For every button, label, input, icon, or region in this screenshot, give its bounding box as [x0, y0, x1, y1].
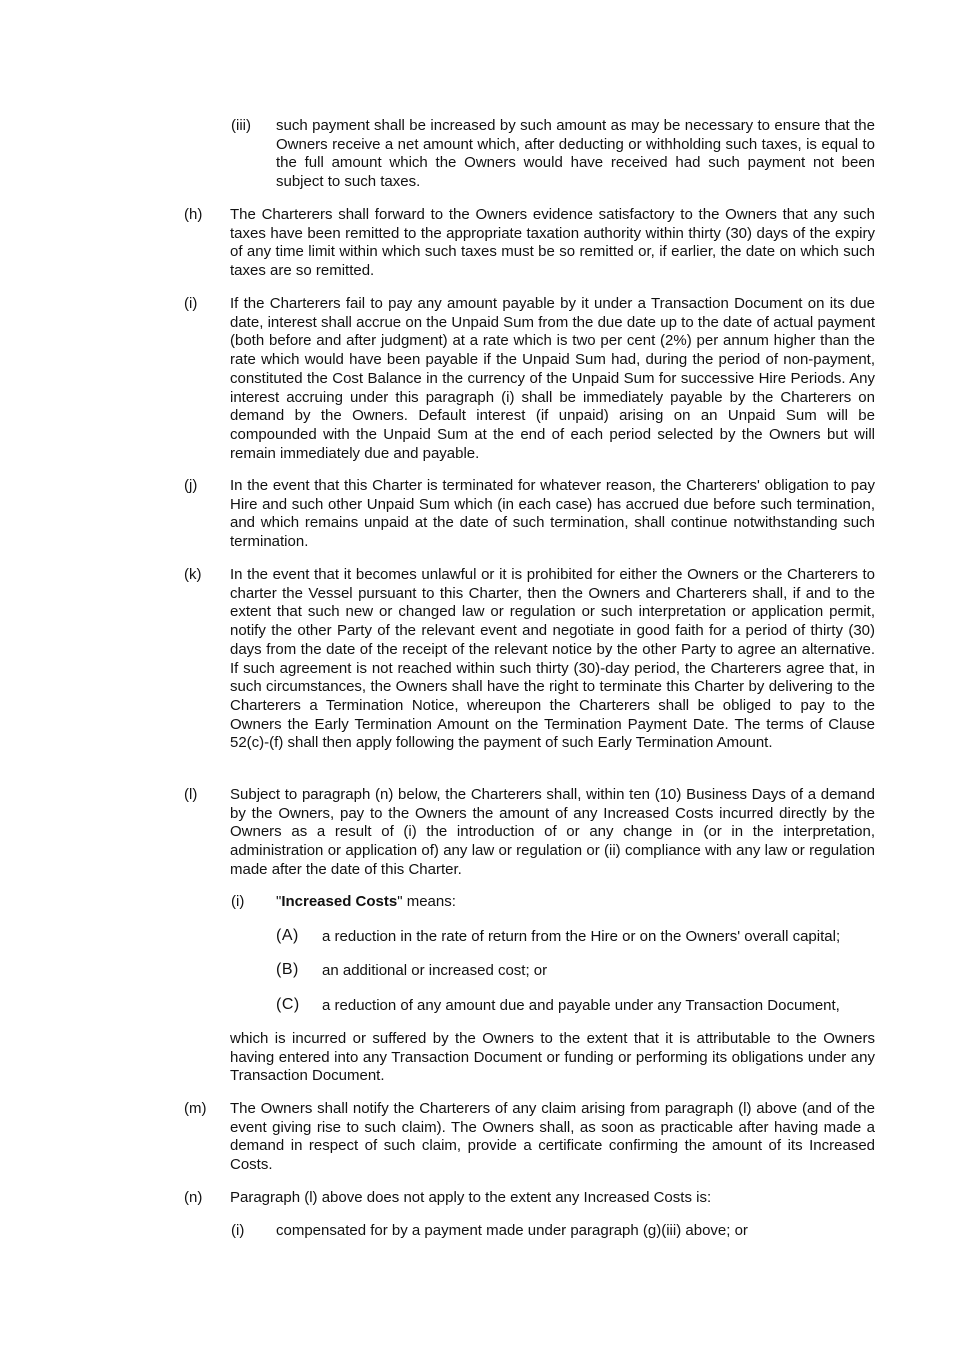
clause-l-tail-text: which is incurred or suffered by the Owners to the extent that it is attributable to the Owners having entered into any Transaction Document or funding or performing its obligations under any Transaction Document. [230, 1030, 875, 1085]
clause-label-l-A: (A) [276, 927, 299, 944]
clause-l-B-text: an additional or increased cost; or [322, 962, 548, 979]
clause-label-l-C: (C) [276, 996, 300, 1013]
clause-n-i-text: compensated for by a payment made under paragraph (g)(iii) above; or [276, 1222, 748, 1239]
clause-label-h: (h) [184, 206, 203, 223]
clause-label-g-iii: (iii) [231, 117, 251, 134]
clause-k-text: In the event that it becomes unlawful or it is prohibited for either the Owners or the Charterers to charter the Vessel pursuant to this Charter, then the Owners and Charterers shall, if and to the extent that such new or changed law or regulation or such interpretation or application permit, notify the other Party of the relevant event and negotiate in good faith for a period of thirty (30) days from the date of the receipt of the relevant notice by the other Party to agree an alternative. If such agreement is not reached within such thirty (30)-day period, the Charterers agree that, in such circumstances, the Owners shall have the right to terminate this Charter by delivering to the Charterers a Termination Notice, whereupon the Charterers shall be obliged to pay to the Owners the Early Termination Amount on the Termination Payment Date. The terms of Clause 52(c)-(f) shall then apply following the payment of such Early Termination Amount. [230, 566, 875, 752]
clause-i-text: If the Charterers fail to pay any amount payable by it under a Transaction Document on its due date, interest shall accrue on the Unpaid Sum from the due date up to the date of actual payment (both before and after judgment) at a rate which is two per cent (2%) per annum higher than the rate which would have been payable if the Unpaid Sum had, during the period of non-payment, constituted the Cost Balance in the currency of the Unpaid Sum for successive Hire Periods. Any interest accruing under this paragraph (i) shall be immediately payable by the Charterers on demand by the Owners. Default interest (if unpaid) arising on an Unpaid Sum will be compounded with the Unpaid Sum at the end of each period selected by the Owners but will remain immediately due and payable. [230, 295, 875, 462]
clause-label-i: (i) [184, 295, 198, 312]
clause-m-text: The Owners shall notify the Charterers of any claim arising from paragraph (l) above (and of the event giving rise to such claim). The Owners shall, as soon as practicable after having made a demand in respect of such claim, provide a certificate confirming the amount of its Increased Costs. [230, 1100, 875, 1174]
clause-label-m: (m) [184, 1100, 207, 1117]
clause-h-text: The Charterers shall forward to the Owners evidence satisfactory to the Owners that any such taxes have been remitted to the appropriate taxation authority within thirty (30) days of the expiry of any time limit within which such taxes must be so remitted or, if earlier, the date on which such taxes are so remitted. [230, 206, 875, 280]
clause-j-text: In the event that this Charter is terminated for whatever reason, the Charterers' obligation to pay Hire and such other Unpaid Sum which (in each case) has accrued due before such termination, and which remains unpaid at the date of such termination, shall continue notwithstanding such termination. [230, 477, 875, 551]
clause-l-C-text: a reduction of any amount due and payable under any Transaction Document, [322, 997, 840, 1014]
clause-l-text: Subject to paragraph (n) below, the Charterers shall, within ten (10) Business Days of a demand by the Owners, pay to the Owners the amount of any Increased Costs incurred directly by the Owners as a result of (i) the introduction of or any change in (or in the interpretation, administration or application of) any law or regulation or (ii) compliance with any law or regulation made after the date of this Charter. [230, 786, 875, 878]
clause-label-n: (n) [184, 1189, 203, 1206]
clause-label-l: (l) [184, 786, 198, 803]
clause-g-iii-text: such payment shall be increased by such amount as may be necessary to ensure that the Owners receive a net amount which, after deducting or withholding such taxes, is equal to the full amount which the Owners would have received had such payment not been subject to such taxes. [276, 117, 875, 191]
clause-l-A-text: a reduction in the rate of return from the Hire or on the Owners' overall capital; [322, 928, 841, 945]
clause-label-l-i: (i) [231, 893, 245, 910]
clause-label-n-i: (i) [231, 1222, 245, 1239]
definition-increased-costs: "Increased Costs" means: [276, 893, 456, 910]
clause-n-text: Paragraph (l) above does not apply to the extent any Increased Costs is: [230, 1189, 712, 1206]
clause-label-j: (j) [184, 477, 198, 494]
defined-term: Increased Costs [281, 893, 398, 910]
clause-label-l-B: (B) [276, 961, 299, 978]
clause-label-k: (k) [184, 566, 202, 583]
